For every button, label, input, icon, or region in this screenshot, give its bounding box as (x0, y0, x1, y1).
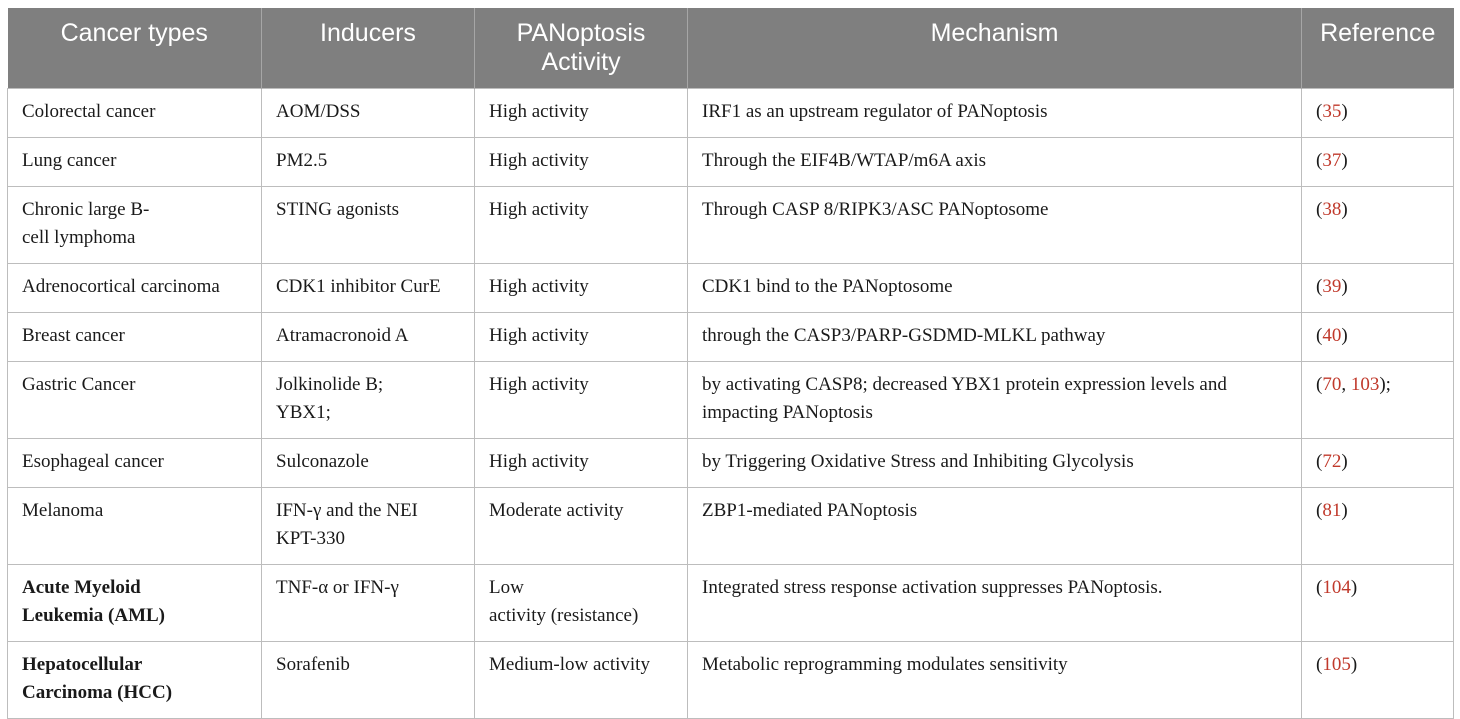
cell-cancer-type (8, 187, 262, 264)
reference-link[interactable]: 37 (1322, 150, 1342, 171)
header-mechanism: Mechanism (688, 8, 1302, 89)
cell-activity-text: Low (489, 577, 524, 598)
reference-suffix: ) (1341, 199, 1348, 220)
cell-inducers (262, 138, 475, 187)
reference-link[interactable]: 81 (1322, 500, 1342, 521)
cell-activity (475, 642, 688, 719)
cell-inducers-text: YBX1; (276, 402, 331, 423)
cell-mechanism (688, 264, 1302, 313)
cell-cancer-type (8, 488, 262, 565)
header-panoptosis-activity-label: PANoptosis Activity (516, 19, 646, 76)
cell-activity (475, 187, 688, 264)
cell-mechanism (688, 488, 1302, 565)
cell-mechanism-text: Through the EIF4B/WTAP/m6A axis (702, 150, 986, 171)
table-row (8, 138, 1454, 187)
cell-activity-text: High activity (489, 101, 589, 122)
header-reference: Reference (1302, 8, 1454, 89)
cell-cancer-type-text: Gastric Cancer (22, 374, 136, 395)
header-inducers: Inducers (262, 8, 475, 89)
cell-activity-text: High activity (489, 451, 589, 472)
cell-mechanism (688, 313, 1302, 362)
cell-reference: (39) (1302, 264, 1454, 313)
cell-inducers-text: CDK1 inhibitor CurE (276, 276, 441, 297)
cell-activity (475, 89, 688, 138)
cell-activity (475, 313, 688, 362)
reference-suffix: ) (1341, 500, 1348, 521)
cell-inducers-text: Jolkinolide B; (276, 374, 384, 395)
cell-mechanism-text: Integrated stress response activation suppresses PANoptosis. (702, 577, 1163, 598)
cell-inducers (262, 187, 475, 264)
cell-mechanism (688, 439, 1302, 488)
cell-mechanism (688, 187, 1302, 264)
reference-link[interactable]: 70 (1322, 374, 1342, 395)
cell-inducers-text: Atramacronoid A (276, 325, 409, 346)
cell-mechanism-text: CDK1 bind to the PANoptosome (702, 276, 953, 297)
cell-inducers-text: PM2.5 (276, 150, 328, 171)
header-panoptosis-activity (475, 8, 688, 89)
cell-inducers (262, 362, 475, 439)
table-row (8, 488, 1454, 565)
cell-cancer-type (8, 439, 262, 488)
data-table-container (7, 8, 1453, 719)
cell-activity-text: High activity (489, 374, 589, 395)
cell-inducers-text: Sulconazole (276, 451, 369, 472)
cell-inducers (262, 439, 475, 488)
cell-inducers-text: IFN-γ and the NEI (276, 500, 418, 521)
table-row (8, 187, 1454, 264)
cell-cancer-type-text: Hepatocellular (22, 654, 143, 675)
cell-cancer-type (8, 565, 262, 642)
cell-activity-text: activity (resistance) (489, 605, 639, 626)
cell-cancer-type-text: Leukemia (AML) (22, 605, 166, 626)
cell-cancer-type-text: Adrenocortical carcinoma (22, 276, 220, 297)
cell-mechanism-text: by activating CASP8; decreased YBX1 protein expression levels and (702, 374, 1227, 395)
reference-link[interactable]: 38 (1322, 199, 1342, 220)
reference-link[interactable]: 104 (1322, 577, 1351, 598)
reference-link[interactable]: 105 (1322, 654, 1351, 675)
cell-mechanism (688, 642, 1302, 719)
cell-mechanism-text: Through CASP 8/RIPK3/ASC PANoptosome (702, 199, 1049, 220)
cell-activity (475, 488, 688, 565)
cell-inducers (262, 89, 475, 138)
table-row (8, 439, 1454, 488)
cell-mechanism-text: Metabolic reprogramming modulates sensitivity (702, 654, 1068, 675)
cell-mechanism (688, 565, 1302, 642)
cell-activity-text: High activity (489, 325, 589, 346)
cell-inducers (262, 313, 475, 362)
cell-inducers-text: Sorafenib (276, 654, 350, 675)
cell-activity-text: Medium-low activity (489, 654, 650, 675)
cell-reference: (35) (1302, 89, 1454, 138)
table-row (8, 313, 1454, 362)
cell-cancer-type-text: Melanoma (22, 500, 104, 521)
cell-inducers-text: KPT-330 (276, 528, 345, 549)
cell-inducers (262, 488, 475, 565)
reference-link[interactable]: 103 (1350, 374, 1380, 395)
cell-mechanism-text: impacting PANoptosis (702, 402, 873, 423)
cell-mechanism-text: by Triggering Oxidative Stress and Inhibiting Glycolysis (702, 451, 1134, 472)
cell-inducers (262, 565, 475, 642)
cell-reference: (72) (1302, 439, 1454, 488)
table-row (8, 362, 1454, 439)
cell-reference: (105) (1302, 642, 1454, 719)
cell-cancer-type-text: Breast cancer (22, 325, 125, 346)
cell-cancer-type (8, 138, 262, 187)
cell-mechanism-text: IRF1 as an upstream regulator of PANoptosis (702, 101, 1048, 122)
table-row (8, 264, 1454, 313)
reference-suffix: ) (1341, 101, 1348, 122)
reference-link[interactable]: 40 (1322, 325, 1342, 346)
table-row (8, 89, 1454, 138)
cell-cancer-type-text: Carcinoma (HCC) (22, 682, 173, 703)
cell-cancer-type (8, 264, 262, 313)
table-row (8, 565, 1454, 642)
cell-reference: (70, 103); (1302, 362, 1454, 439)
reference-suffix: ) (1350, 654, 1358, 675)
table-header-row (8, 8, 1454, 89)
reference-suffix: ) (1341, 276, 1348, 297)
cell-inducers (262, 642, 475, 719)
cell-cancer-type (8, 89, 262, 138)
reference-suffix: ) (1341, 325, 1348, 346)
cell-inducers-text: STING agonists (276, 199, 399, 220)
cell-inducers-text: TNF-α or IFN-γ (276, 577, 399, 598)
table-body (8, 89, 1454, 719)
reference-link[interactable]: 72 (1322, 451, 1342, 472)
cell-inducers (262, 264, 475, 313)
table-row (8, 642, 1454, 719)
reference-link[interactable]: 39 (1322, 276, 1342, 297)
cell-activity-text: Moderate activity (489, 500, 624, 521)
cell-cancer-type-text: Acute Myeloid (22, 577, 141, 598)
cell-mechanism (688, 138, 1302, 187)
header-cancer-types: Cancer types (8, 8, 262, 89)
cell-reference: (37) (1302, 138, 1454, 187)
cell-mechanism-text: ZBP1-mediated PANoptosis (702, 500, 918, 521)
reference-suffix: ) (1341, 451, 1348, 472)
cell-activity-text: High activity (489, 199, 589, 220)
cell-cancer-type (8, 313, 262, 362)
cell-reference: (81) (1302, 488, 1454, 565)
cell-activity-text: High activity (489, 150, 589, 171)
cell-cancer-type (8, 362, 262, 439)
cell-activity (475, 138, 688, 187)
cell-cancer-type-text: Chronic large B- (22, 199, 150, 220)
reference-suffix: ) (1341, 150, 1348, 171)
reference-suffix: ) (1350, 577, 1358, 598)
cell-cancer-type-text: Lung cancer (22, 150, 117, 171)
panoptosis-table (7, 8, 1454, 719)
reference-suffix: ); (1379, 374, 1391, 395)
cell-mechanism (688, 362, 1302, 439)
cell-cancer-type-text: Colorectal cancer (22, 101, 156, 122)
cell-activity (475, 439, 688, 488)
cell-cancer-type-text: Esophageal cancer (22, 451, 164, 472)
cell-reference: (40) (1302, 313, 1454, 362)
reference-link[interactable]: 35 (1322, 101, 1342, 122)
cell-activity-text: High activity (489, 276, 589, 297)
cell-activity (475, 264, 688, 313)
cell-cancer-type (8, 642, 262, 719)
cell-mechanism-text: through the CASP3/PARP-GSDMD-MLKL pathway (702, 325, 1106, 346)
cell-mechanism (688, 89, 1302, 138)
cell-inducers-text: AOM/DSS (276, 101, 361, 122)
cell-cancer-type-text: cell lymphoma (22, 227, 136, 248)
cell-reference: (104) (1302, 565, 1454, 642)
cell-reference: (38) (1302, 187, 1454, 264)
cell-activity (475, 565, 688, 642)
cell-activity (475, 362, 688, 439)
